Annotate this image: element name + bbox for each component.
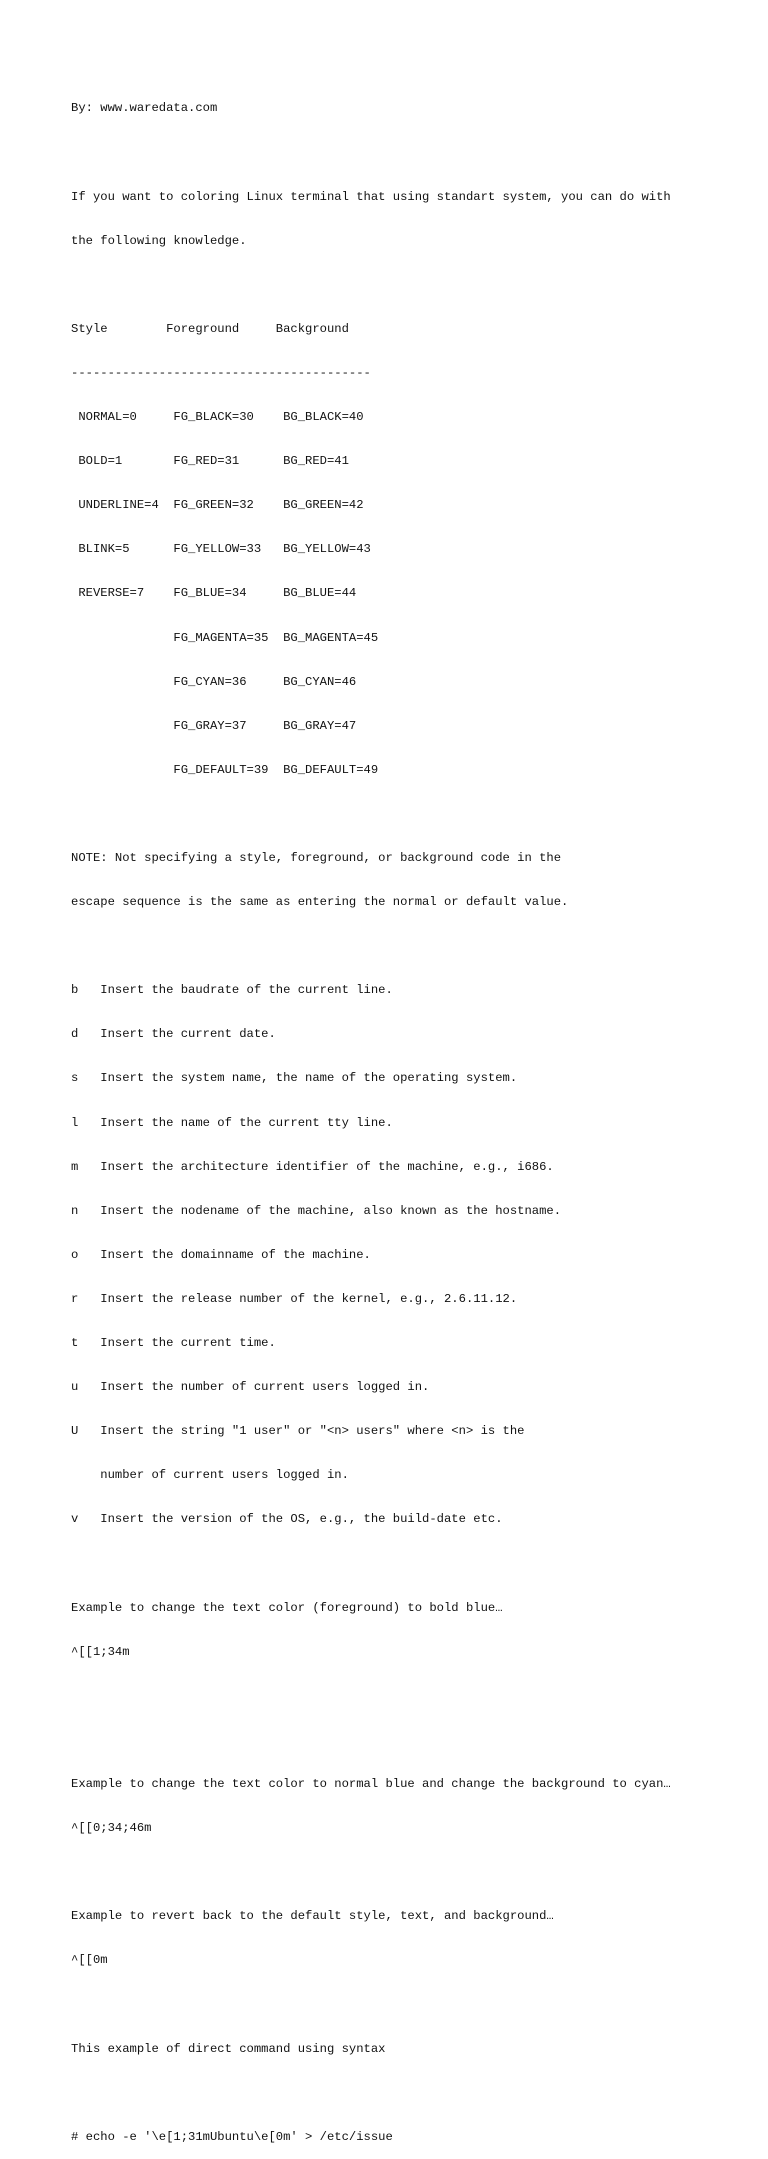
example-line: Example to change the text color (foreground) to bold blue… bbox=[71, 1600, 503, 1615]
text-line bbox=[71, 146, 731, 161]
escape-code-line: b Insert the baudrate of the current line. bbox=[71, 983, 393, 998]
text-line: the following knowledge. bbox=[71, 233, 247, 248]
text-line bbox=[71, 1689, 731, 1704]
example-line: Example to revert back to the default style, text, and background… bbox=[71, 1909, 554, 1924]
table-row: BLINK=5 FG_YELLOW=33 BG_YELLOW=43 bbox=[71, 542, 371, 557]
text-line bbox=[71, 278, 731, 293]
table-row: FG_GRAY=37 BG_GRAY=47 bbox=[71, 718, 357, 733]
escape-code-line: number of current users logged in. bbox=[71, 1468, 349, 1483]
example-code-line: ^[[0m bbox=[71, 1953, 108, 1968]
text-line bbox=[71, 939, 731, 954]
example-code-line: ^[[0;34;46m bbox=[71, 1821, 152, 1836]
escape-code-line: v Insert the version of the OS, e.g., the build-date etc. bbox=[71, 1512, 503, 1527]
table-row: FG_DEFAULT=39 BG_DEFAULT=49 bbox=[71, 762, 379, 777]
text-line: This example of direct command using syntax bbox=[71, 2041, 386, 2056]
escape-code-line: o Insert the domainname of the machine. bbox=[71, 1247, 371, 1262]
table-row: NORMAL=0 FG_BLACK=30 BG_BLACK=40 bbox=[71, 410, 364, 425]
note-line: NOTE: Not specifying a style, foreground, or background code in the bbox=[71, 851, 562, 865]
text-line: If you want to coloring Linux terminal that using standart system, you can do with bbox=[71, 189, 671, 204]
text-line bbox=[71, 1997, 731, 2012]
table-header-line: Style Foreground Background bbox=[71, 321, 349, 336]
table-row: UNDERLINE=4 FG_GREEN=32 BG_GREEN=42 bbox=[71, 498, 364, 513]
escape-code-line: u Insert the number of current users logged in. bbox=[71, 1380, 430, 1395]
escape-code-line: m Insert the architecture identifier of the machine, e.g., i686. bbox=[71, 1159, 554, 1174]
text-line: By: www.waredata.com bbox=[71, 101, 218, 116]
note-line: escape sequence is the same as entering the normal or default value. bbox=[71, 895, 569, 910]
table-row: BOLD=1 FG_RED=31 BG_RED=41 bbox=[71, 454, 349, 469]
text-line bbox=[71, 2086, 731, 2101]
table-divider-line: ----------------------------------------- bbox=[71, 365, 371, 380]
escape-code-line: n Insert the nodename of the machine, also known as the hostname. bbox=[71, 1203, 562, 1218]
escape-code-line: s Insert the system name, the name of the operating system. bbox=[71, 1071, 518, 1086]
escape-code-line: l Insert the name of the current tty line. bbox=[71, 1115, 393, 1130]
escape-code-line: U Insert the string "1 user" or "<n> users" where <n> is the bbox=[71, 1424, 525, 1439]
text-line bbox=[71, 1733, 731, 1748]
table-row: FG_MAGENTA=35 BG_MAGENTA=45 bbox=[71, 630, 379, 645]
escape-code-line: d Insert the current date. bbox=[71, 1027, 276, 1042]
example-line: Example to change the text color to normal blue and change the background to cyan… bbox=[71, 1776, 671, 1791]
escape-code-line: r Insert the release number of the kernel, e.g., 2.6.11.12. bbox=[71, 1291, 518, 1306]
table-row: REVERSE=7 FG_BLUE=34 BG_BLUE=44 bbox=[71, 586, 357, 601]
text-line bbox=[71, 1557, 731, 1572]
table-row: FG_CYAN=36 BG_CYAN=46 bbox=[71, 674, 357, 689]
example-code-line: ^[[1;34m bbox=[71, 1644, 130, 1659]
text-line bbox=[71, 807, 731, 822]
text-line bbox=[71, 1865, 731, 1880]
escape-code-line: t Insert the current time. bbox=[71, 1336, 276, 1351]
command-line: # echo -e '\e[1;31mUbuntu\e[0m' > /etc/issue bbox=[71, 2129, 393, 2144]
document-body bbox=[71, 72, 731, 2159]
